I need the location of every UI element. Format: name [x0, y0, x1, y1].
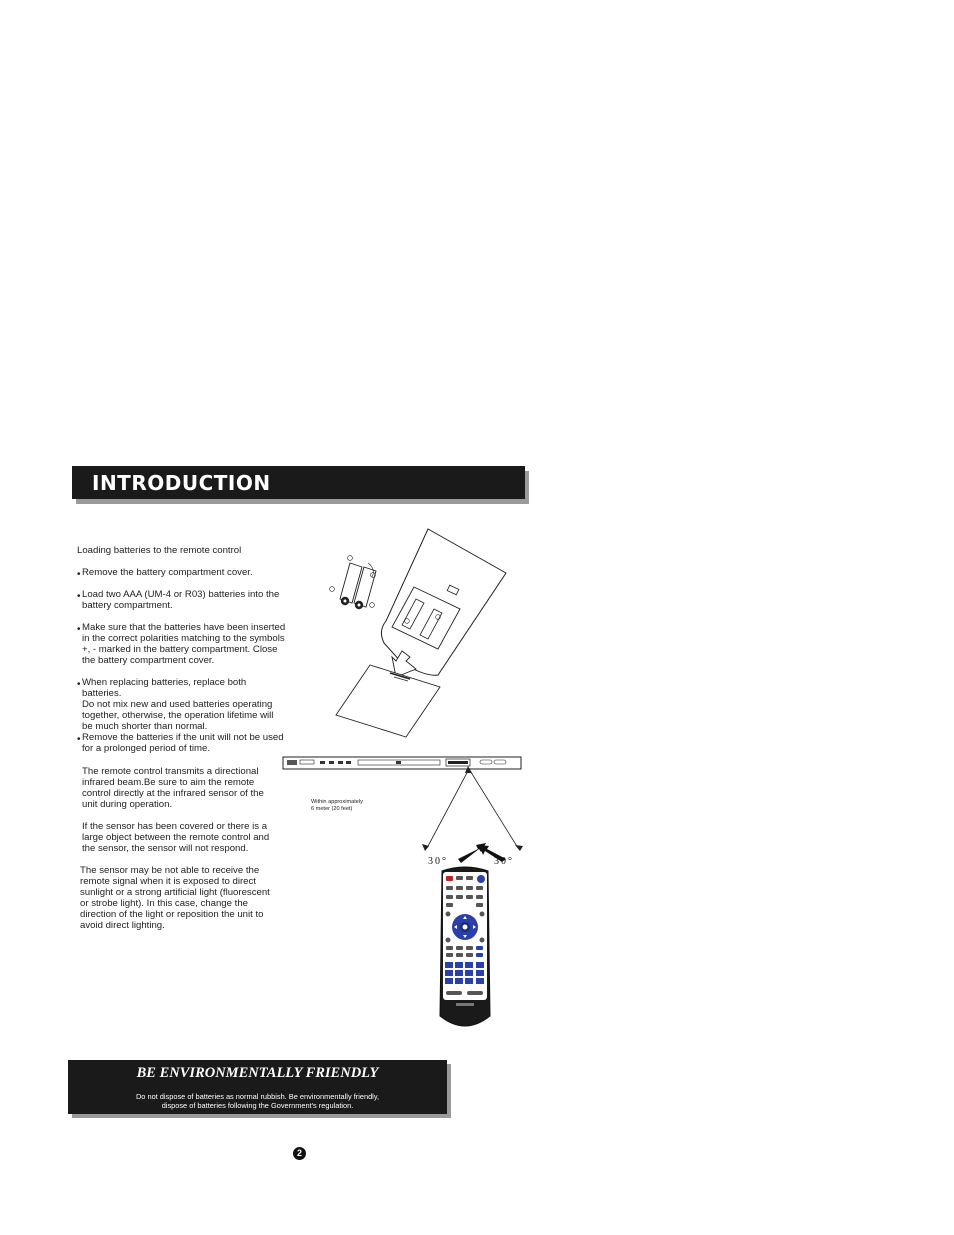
bullet-line: When replacing batteries, replace both batteries.: [82, 677, 247, 699]
bullet-marker: •: [77, 624, 81, 635]
paragraph-line: direction of the light or reposition the unit to: [80, 909, 264, 920]
bullet-line: be much shorter than normal.: [82, 721, 208, 732]
paragraph-line: large object between the remote control and: [82, 832, 270, 843]
paragraph-line: remote signal when it is exposed to direct: [80, 876, 256, 887]
page-title: INTRODUCTION: [92, 471, 271, 495]
bullet-marker: •: [77, 591, 81, 602]
bullet-line: Remove the batteries if the unit will not be used: [82, 732, 284, 743]
bullet-line: Do not mix new and used batteries operating: [82, 699, 273, 710]
remote-logo: [456, 1003, 474, 1006]
range-note: [311, 799, 363, 812]
bullet-item: [82, 567, 287, 578]
bullet-item: [82, 589, 287, 611]
paragraph-line: The remote control transmits a directional: [82, 766, 259, 777]
ir-beam-lines: [427, 769, 518, 848]
eco-text-line: Do not dispose of batteries as normal rubbish. Be environmentally friendly,: [135, 1092, 380, 1101]
remote-control-illustration: [436, 866, 494, 1034]
paragraph-line: or strobe light). In this case, change the: [80, 898, 248, 909]
eco-title: BE ENVIRONMENTALLY FRIENDLY: [136, 1065, 379, 1081]
bullet-item: [82, 732, 287, 754]
battery-loading-illustration: [310, 525, 510, 740]
dvd-player-unit: [283, 757, 521, 769]
bullet-line: +, - marked in the battery compartment. Close: [82, 644, 278, 655]
bullet-line: battery compartment.: [82, 600, 173, 611]
bullet-line: Make sure that the batteries have been inserted: [82, 622, 286, 633]
bullet-item: [82, 622, 287, 666]
bullet-marker: •: [77, 569, 81, 580]
bullet-line: for a prolonged period of time.: [82, 743, 210, 754]
range-note-line: 6 meter (20 feet): [311, 805, 353, 812]
bullet-marker: •: [77, 679, 81, 690]
info-paragraph: [80, 865, 285, 931]
info-paragraph: [82, 821, 287, 854]
paragraph-line: If the sensor has been covered or there is a: [82, 821, 268, 832]
loose-batteries: [330, 556, 376, 610]
bullet-line: the battery compartment cover.: [82, 655, 215, 666]
bullet-marker: •: [77, 734, 81, 745]
bullet-line: together, otherwise, the operation lifetime will: [82, 710, 274, 721]
paragraph-line: sunlight or a strong artificial light (fluorescent: [80, 887, 270, 898]
bullet-line: Remove the battery compartment cover.: [82, 567, 253, 578]
paragraph-line: infrared beam.Be sure to aim the remote: [82, 777, 255, 788]
angle-left-label: 30°: [428, 856, 448, 867]
paragraph-line: control directly at the infrared sensor of the: [82, 788, 264, 799]
paragraph-line: avoid direct lighting.: [80, 920, 165, 931]
bullet-item: [82, 677, 287, 732]
paragraph-line: unit during operation.: [82, 799, 173, 810]
angle-right-label: 30°: [494, 856, 514, 867]
range-note-line: Within approximately: [311, 799, 363, 805]
paragraph-line: The sensor may be not able to receive the: [80, 865, 260, 876]
bullet-line: in the correct polarities matching to the symbols: [82, 633, 285, 644]
info-paragraph: [82, 766, 287, 810]
section-heading: Loading batteries to the remote control: [77, 545, 242, 556]
eco-text-line: dispose of batteries following the Government's regulation.: [161, 1101, 354, 1110]
bullet-line: Load two AAA (UM-4 or R03) batteries into the: [82, 589, 280, 600]
paragraph-line: the sensor, the sensor will not respond.: [82, 843, 249, 854]
page-number: 2: [293, 1147, 306, 1160]
battery-cover: [336, 665, 440, 737]
sensor-range-diagram: [280, 755, 530, 870]
